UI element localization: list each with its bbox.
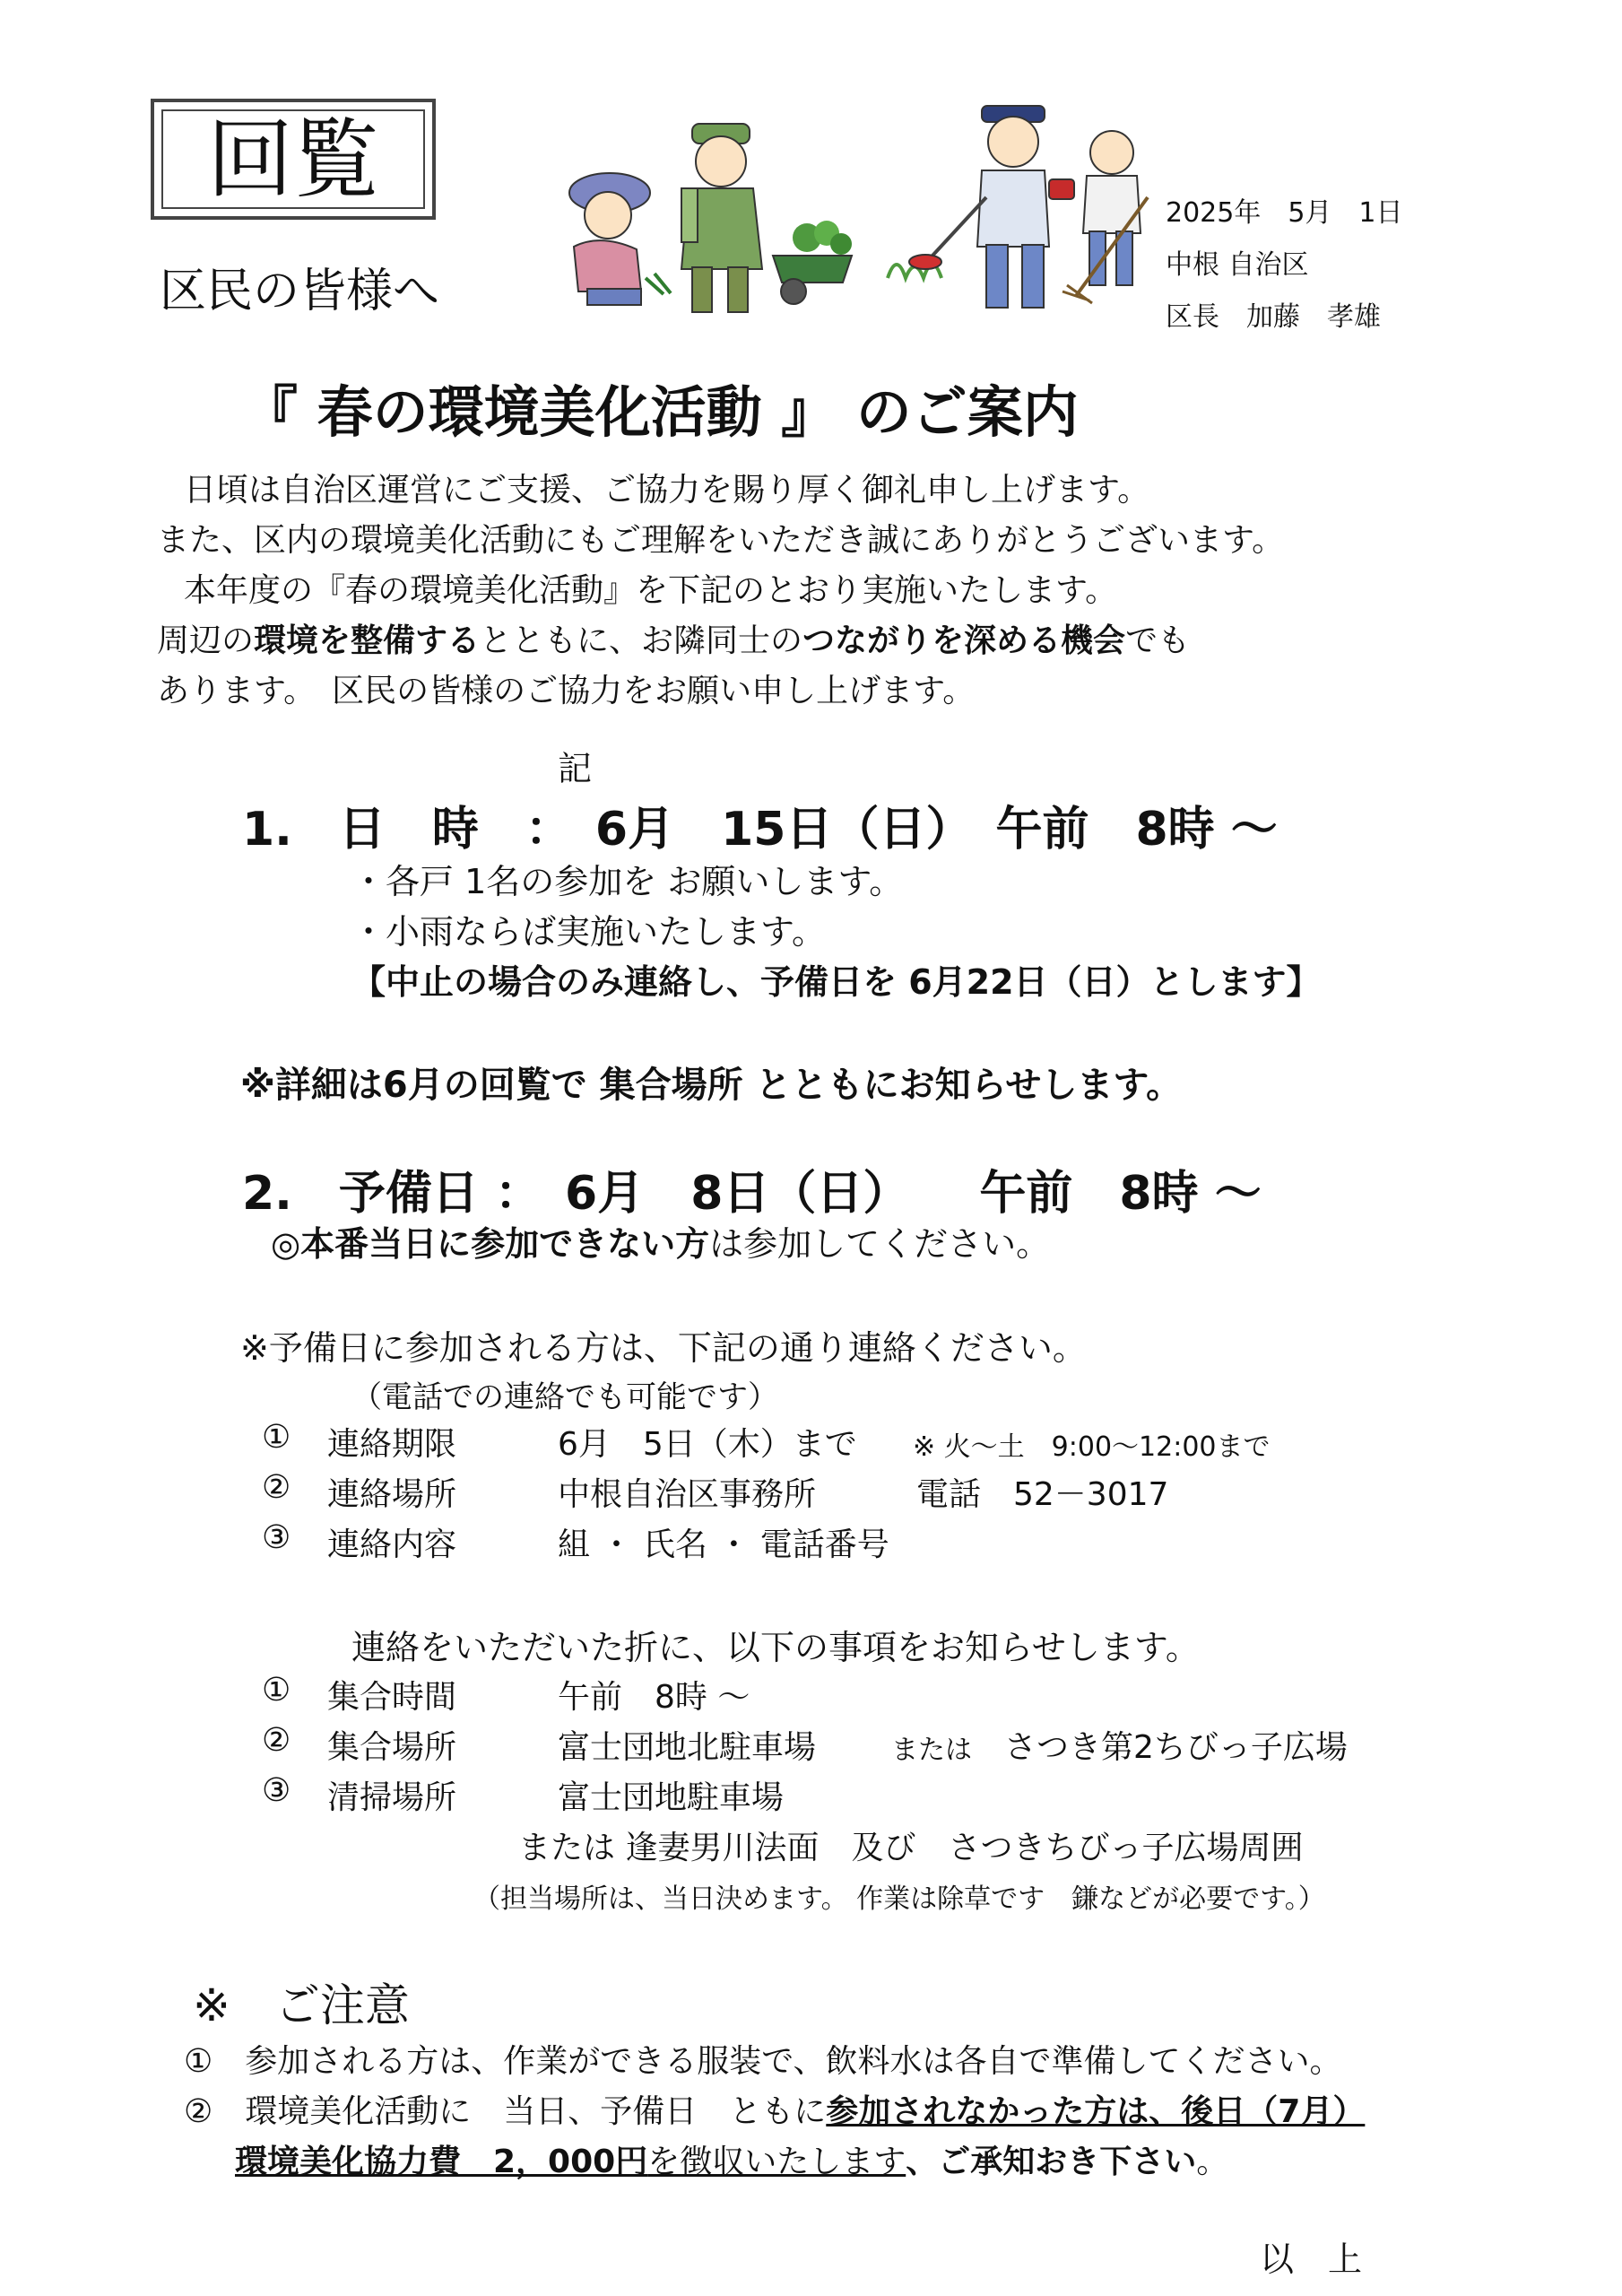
notify-item-1-label: 集合時間 bbox=[327, 1679, 457, 1716]
intro-line-4a: 周辺の bbox=[157, 622, 255, 659]
kairan-label: 回覧 bbox=[207, 109, 379, 210]
caution-item-2-emphasis: 参加されなかった方は、後日（7月） bbox=[826, 2093, 1366, 2130]
notify-item-3-label: 清掃場所 bbox=[327, 1779, 457, 1816]
section1-heading: 1. 日 時 ： 6月 15日（日） 午前 8時 ～ bbox=[242, 803, 1278, 857]
section1-bullet-2: ・小雨ならば実施いたします。 bbox=[351, 912, 826, 952]
notify-item-2-label: 集合場所 bbox=[327, 1729, 457, 1766]
contact-item-1-value: 6月 5日（木）まで bbox=[558, 1426, 857, 1463]
section2-heading: 2. 予備日 ： 6月 8日（日） 午前 8時 ～ bbox=[242, 1167, 1262, 1221]
intro-line-1: 日頃は自治区運営にご支援、ご協力を賜り厚く御礼申し上げます。 bbox=[184, 472, 1150, 509]
intro-line-2: また、区内の環境美化活動にもご理解をいただき誠にありがとうございます。 bbox=[157, 522, 1285, 559]
intro-line-4 bbox=[157, 615, 1190, 661]
contact-item-2-extra: 電話 52－3017 bbox=[916, 1476, 1169, 1513]
notify-item-3-num: ③ bbox=[262, 1772, 291, 1809]
caution-collect: を徴収いたします bbox=[647, 2144, 906, 2180]
closing-mark: 以 上 bbox=[1260, 2239, 1363, 2279]
caution-item-3 bbox=[235, 2136, 1228, 2182]
rake-boy-figure bbox=[1063, 131, 1148, 303]
intro-line-3: 本年度の『春の環境美化活動』を下記のとおり実施いたします。 bbox=[184, 572, 1118, 609]
contact-item-1-extra: ※ 火～土 9:00～12:00まで bbox=[913, 1431, 1271, 1463]
kairan-stamp-box bbox=[151, 99, 436, 220]
section1-bullet-3: 【中止の場合のみ連絡し、予備日を 6月22日（日）とします】 bbox=[351, 962, 1321, 1002]
notify-item-2-value2: さつき第2ちびっ子広場 bbox=[1004, 1729, 1348, 1766]
caution-heading: ※ ご注意 bbox=[193, 1979, 410, 2031]
notify-item-1-value: 午前 8時 ～ bbox=[558, 1679, 750, 1716]
section2-sub-emphasis: ◎本番当日に参加できない方 bbox=[271, 1224, 710, 1264]
issue-date: 2025年 5月 1日 bbox=[1166, 197, 1403, 229]
notify-item-3-value: 富士団地駐車場 bbox=[558, 1779, 785, 1816]
chief-name: 区長 加藤 孝雄 bbox=[1166, 301, 1381, 333]
contact-item-1-label: 連絡期限 bbox=[327, 1426, 457, 1463]
caution-acknowledge: 、ご承知おき下さい bbox=[906, 2144, 1197, 2180]
organization-name: 中根 自治区 bbox=[1166, 249, 1309, 281]
section1-note: ※詳細は6月の回覧で 集合場所 とともにお知らせします。 bbox=[240, 1065, 1183, 1106]
greeting: 区民の皆様へ bbox=[160, 265, 440, 318]
caution-period: 。 bbox=[1196, 2144, 1229, 2180]
contact-item-3-num: ③ bbox=[262, 1519, 291, 1556]
contact-item-2-num: ② bbox=[262, 1469, 291, 1506]
contact-item-3-value: 組 ・ 氏名 ・ 電話番号 bbox=[558, 1526, 889, 1563]
intro-emphasis-2: つながりを深める機会 bbox=[802, 622, 1126, 659]
trimmer-gardener-figure bbox=[909, 106, 1074, 308]
page-title: 『 春の環境美化活動 』 のご案内 bbox=[242, 379, 1079, 445]
contact-intro: ※予備日に参加される方は、下記の通り連絡ください。 bbox=[240, 1328, 1087, 1368]
contact-item-3-label: 連絡内容 bbox=[327, 1526, 457, 1563]
contact-item-1-num: ① bbox=[262, 1419, 291, 1456]
contact-item-2-label: 連絡場所 bbox=[327, 1476, 457, 1513]
intro-line-4e: でも bbox=[1125, 622, 1191, 659]
section2-sub bbox=[271, 1216, 1050, 1265]
notify-item-2-or: または bbox=[891, 1735, 972, 1766]
wheelbarrow-figure bbox=[773, 221, 852, 304]
cleanup-note: （担当場所は、当日決めます。 作業は除草です 鎌などが必要です。） bbox=[473, 1883, 1325, 1915]
notify-item-2-value: 富士団地北駐車場 bbox=[558, 1729, 817, 1766]
intro-line-4c: とともに、お隣同士の bbox=[480, 622, 803, 659]
notify-item-1-num: ① bbox=[262, 1672, 291, 1709]
gardening-illustration bbox=[538, 90, 1157, 323]
contact-paren: （電話での連絡でも可能です） bbox=[351, 1379, 778, 1415]
notify-intro: 連絡をいただいた折に、以下の事項をお知らせします。 bbox=[351, 1628, 1200, 1667]
section1-bullet-1: ・各戸 1名の参加を お願いします。 bbox=[351, 862, 904, 901]
contact-item-2-value: 中根自治区事務所 bbox=[558, 1476, 817, 1513]
ki-mark: 記 bbox=[558, 749, 593, 788]
standing-gardener-figure bbox=[681, 124, 762, 312]
caution-item-1: ① 参加される方は、作業ができる服装で、飲料水は各自で準備してください。 bbox=[184, 2043, 1342, 2080]
caution-item-2a: ② 環境美化活動に 当日、予備日 ともに bbox=[184, 2093, 827, 2130]
section2-sub-rest: は参加してください。 bbox=[709, 1224, 1051, 1264]
cleanup-more: または 逢妻男川法面 及び さつきちびっ子広場周囲 bbox=[518, 1830, 1304, 1866]
intro-line-5: あります。 区民の皆様のご協力をお願い申し上げます。 bbox=[157, 673, 976, 709]
caution-item-2 bbox=[184, 2086, 1365, 2132]
notify-item-2-num: ② bbox=[262, 1722, 291, 1759]
caution-fee: 環境美化協力費 2，000円 bbox=[235, 2144, 648, 2180]
intro-emphasis-1: 環境を整備する bbox=[254, 622, 481, 659]
crouching-gardener-figure bbox=[569, 173, 671, 305]
